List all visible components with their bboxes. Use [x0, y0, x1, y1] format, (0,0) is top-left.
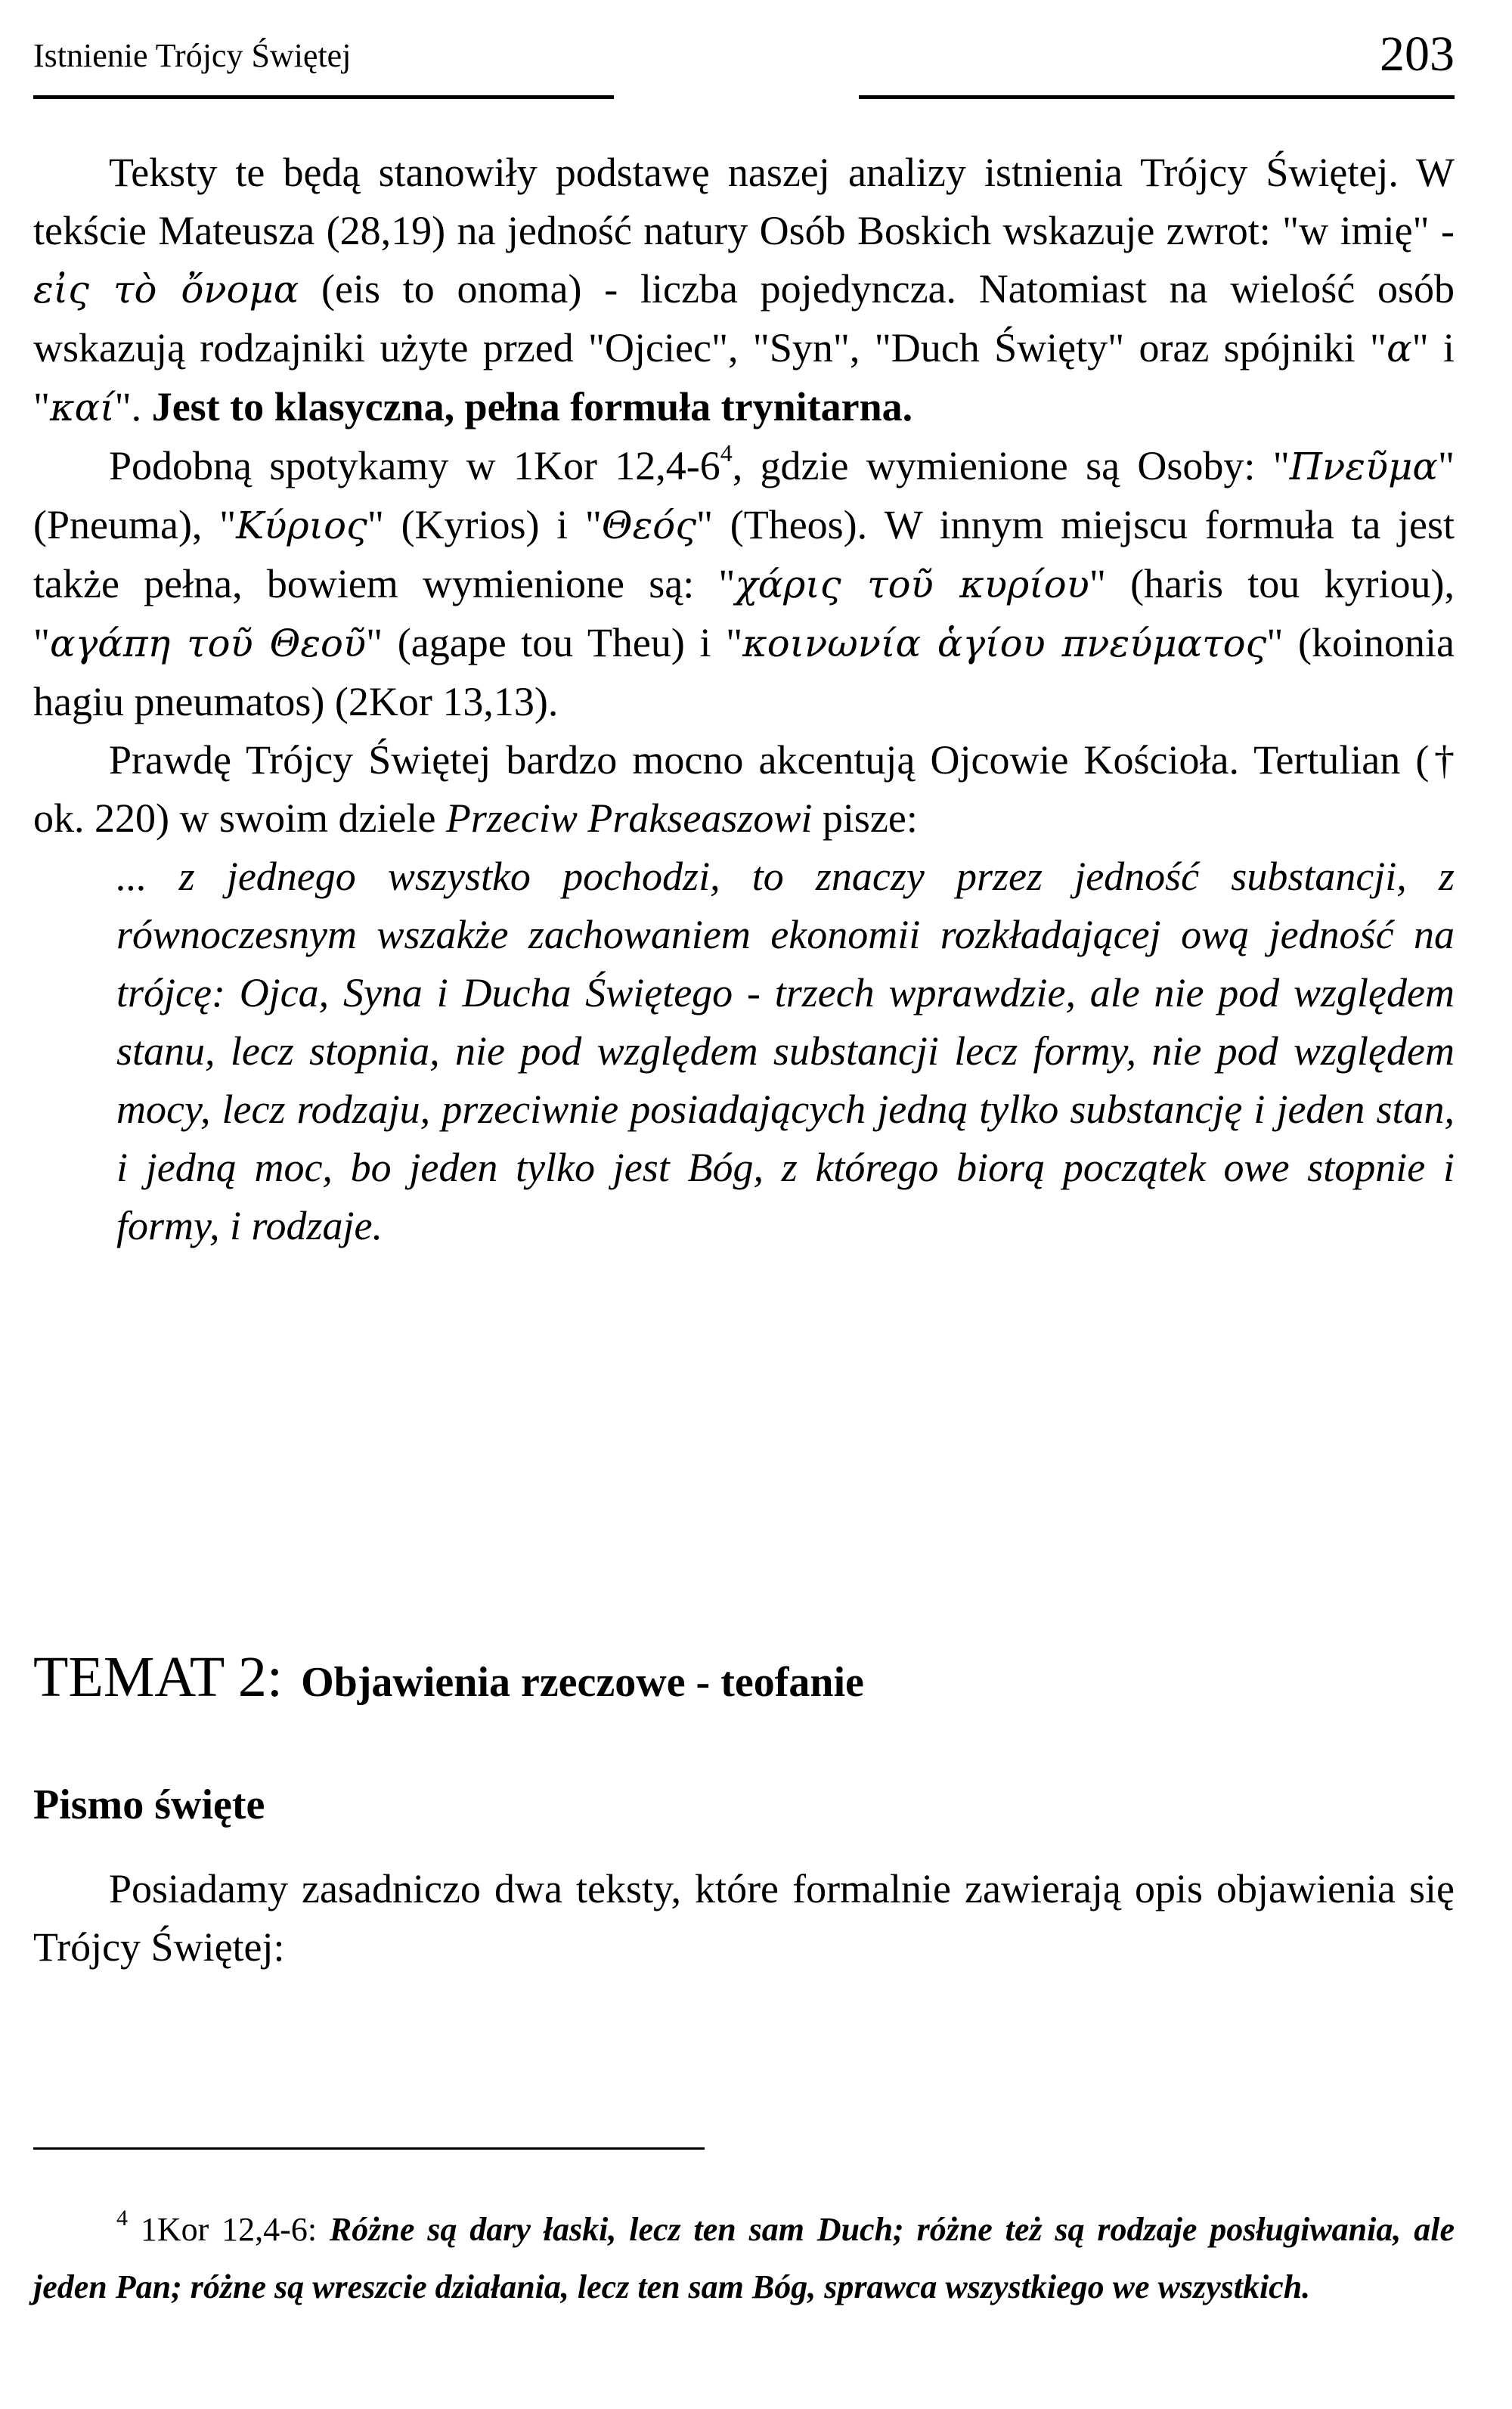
- p2-text-6: " (haris tou kyriou), ": [33, 561, 1455, 665]
- p2-text-1: Podobną spotykamy w 1Kor 12,4-6: [109, 443, 720, 488]
- p2-text-8: " (koinonia hagiu pneumatos) (2Kor 13,13).: [33, 620, 1455, 724]
- header-rule-right: [859, 95, 1455, 99]
- paragraph-3: [33, 731, 1455, 848]
- p1-text-2: (eis to onoma) - liczba pojedyncza. Natomiast na wielość osób wskazują rodzajniki użyte przed "Ojciec", "Syn", "Duch Święty" oraz spójniki ": [33, 266, 1455, 370]
- p2-greek-3: Θεός: [601, 504, 697, 547]
- footnote: [33, 2190, 1455, 2316]
- block-quote: ... z jednego wszystko pochodzi, to znaczy przez jedność substancji, z równoczesnym wszakże zachowaniem ekonomii rozkładającej ową jedność na trójcę: Ojca, Syna i Ducha Świętego - trzech wprawdzie, ale nie pod względem stanu, lecz stopnia, nie pod względem substancji lecz formy, nie pod względem mocy, lecz rodzaju, przeciwnie posiadających jedną tylko substancję i jeden stan, i jedną moc, bo jeden tylko jest Bóg, z którego biorą początek owe stopnie i formy, i rodzaje.: [116, 854, 1455, 1248]
- main-text: [33, 144, 1455, 1255]
- subheading: Pismo święte: [33, 1781, 265, 1828]
- p1-bold-statement: Jest to klasyczna, pełna formuła trynitarna.: [151, 384, 913, 429]
- running-head-title: Istnienie Trójcy Świętej: [33, 37, 352, 74]
- p1-text-3: " i ": [33, 325, 1455, 429]
- work-title: Przeciw Prakseaszowi: [445, 795, 813, 841]
- header-rule-left: [33, 95, 614, 99]
- p1-text-1: Teksty te będą stanowiły podstawę naszej analizy istnienia Trójcy Świętej. W tekście Mateusza (28,19) na jedność natury Osób Boskich wskazuje zwrot: "w imię" -: [33, 150, 1455, 253]
- p2-text-3: " (Pneuma), ": [33, 443, 1455, 547]
- paragraph-4: Posiadamy zasadniczo dwa teksty, które formalnie zawierają opis objawienia się Trójcy Świętej:: [33, 1866, 1455, 1970]
- p2-greek-2: Κύριος: [236, 504, 367, 547]
- p2-greek-4: χάρις τοῦ κυρίου: [735, 563, 1089, 606]
- footnote-number: 4: [116, 2206, 128, 2231]
- p2-greek-6: κοινωνία ἁγίου πνεύματος: [742, 622, 1267, 665]
- p2-greek-5: αγάπη τοῦ Θεοῦ: [50, 622, 367, 665]
- footnote-marker[interactable]: 4: [720, 439, 733, 467]
- p3-text-1: Prawdę Trójcy Świętej bardzo mocno akcentują Ojcowie Kościoła. Tertulian († ok. 220) w swoim dziele: [33, 737, 1455, 841]
- section-heading: [33, 1645, 1455, 1710]
- page-number: 203: [1380, 26, 1455, 82]
- p2-text-7: " (agape tou Theu) i ": [366, 620, 743, 665]
- footnote-rule: [33, 2147, 705, 2150]
- p1-greek-3: καί: [50, 386, 115, 429]
- p3-text-2: pisze:: [812, 795, 918, 841]
- paragraph-2: [33, 437, 1455, 731]
- section-label: TEMAT 2:: [33, 1645, 284, 1709]
- p2-text-4: " (Kyrios) i ": [367, 502, 602, 547]
- book-page: [33, 0, 1455, 2409]
- p2-text-2: , gdzie wymienione są Osoby: ": [732, 443, 1290, 488]
- footnote-ref: 1Kor 12,4-6:: [140, 2211, 330, 2248]
- running-head: [33, 23, 1455, 106]
- p2-greek-1: Πνεῦμα: [1289, 445, 1438, 488]
- paragraph-1: [33, 144, 1455, 437]
- p2-text-5: " (Theos). W innym miejscu formuła ta jest także pełna, bowiem wymienione są: ": [33, 502, 1455, 606]
- p1-greek-1: εἰς τὸ ὄνομα: [33, 268, 299, 312]
- section-title: Objawienia rzeczowe - teofanie: [301, 1659, 864, 1706]
- p1-greek-2: α: [1387, 327, 1412, 370]
- p1-text-4: ".: [114, 384, 152, 429]
- footnote-text: Różne są dary łaski, lecz ten sam Duch; różne też są rodzaje posługiwania, ale jeden Pan; różne są wreszcie działania, lecz ten sam Bóg, sprawca wszystkiego we wszystkich.: [33, 2211, 1455, 2305]
